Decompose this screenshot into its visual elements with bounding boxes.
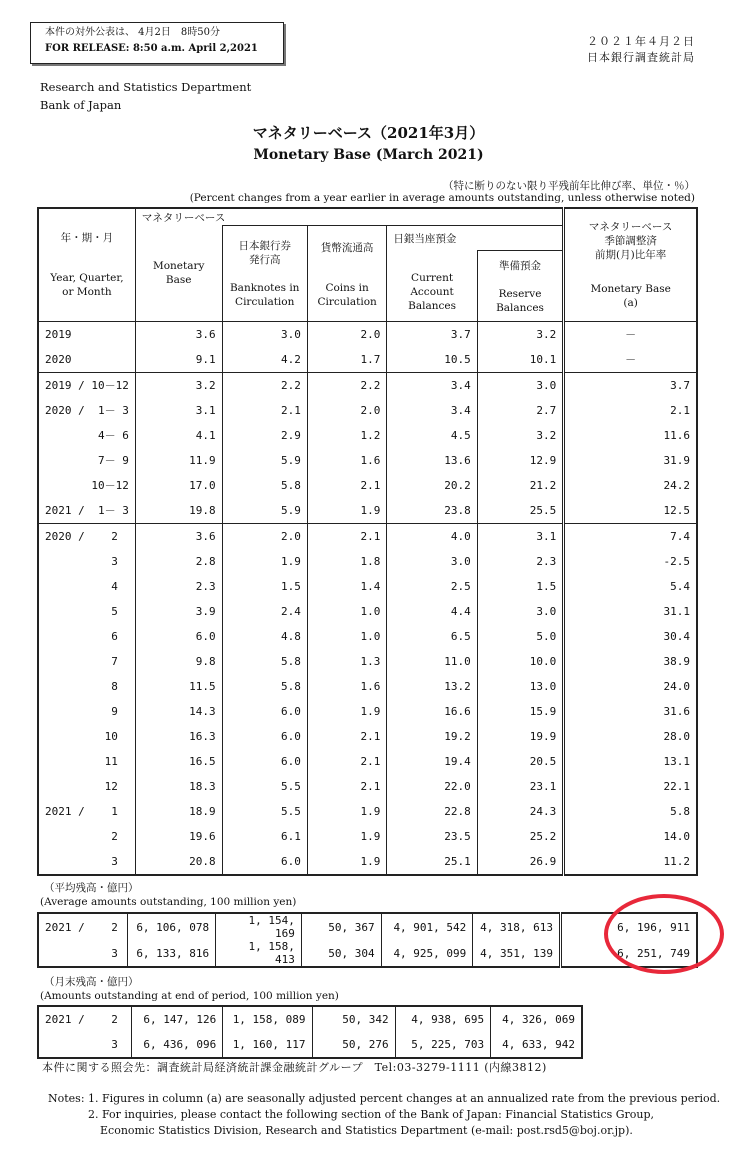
table-cell: 4.2 (222, 347, 307, 373)
table-cell: 1.4 (307, 574, 387, 599)
table-cell: 3.4 (387, 398, 477, 423)
table-cell: 6, 133, 816 (128, 940, 216, 967)
table-cell: 31.1 (564, 599, 697, 624)
table-cell: 19.9 (477, 724, 564, 749)
table-row (38, 498, 697, 524)
table-cell: 13.6 (387, 448, 477, 473)
period-header (38, 208, 135, 321)
coins-header-jp: 貨幣流通高 (320, 242, 374, 255)
table-row (38, 473, 697, 498)
table-cell: 5.8 (222, 649, 307, 674)
table-cell: 1, 160, 117 (223, 1032, 312, 1058)
table-cell: 6, 106, 078 (128, 913, 216, 940)
table-cell: 5.9 (222, 448, 307, 473)
table-cell: 3.9 (135, 599, 222, 624)
table-cell: 19.2 (387, 724, 477, 749)
table-cell: 31.6 (564, 699, 697, 724)
table-row (38, 749, 697, 774)
row-label: 3 (45, 854, 118, 868)
table-cell: 6.0 (222, 699, 307, 724)
row-label: 4 (45, 579, 118, 593)
table-cell: 50, 304 (301, 940, 381, 967)
table-row (38, 774, 697, 799)
table-cell: 13.2 (387, 674, 477, 699)
table-cell: 24.2 (564, 473, 697, 498)
table-cell: 20.8 (135, 849, 222, 875)
table-cell: 1, 158, 413 (216, 940, 302, 967)
avg-section-jp: （平均残高・億円） (44, 882, 139, 894)
coins-header (307, 226, 387, 322)
table-row (38, 649, 697, 674)
table-cell: 25.5 (477, 498, 564, 524)
end-section-en: (Amounts outstanding at end of period, 100 million yen) (40, 990, 339, 1002)
cab-header-en: Current Account Balances (387, 251, 477, 322)
table-row (38, 940, 697, 967)
month-rows (38, 523, 697, 875)
table-cell: 2.0 (222, 523, 307, 549)
table-cell: 2.7 (477, 398, 564, 423)
coins-header-en: Coins in Circulation (317, 282, 377, 309)
unit-note-jp: （特に断りのない限り平残前年比伸び率、単位・％） (443, 180, 695, 192)
table-cell: 4.8 (222, 624, 307, 649)
table-cell: 6.5 (387, 624, 477, 649)
row-label: 2021 / 2 (45, 1013, 118, 1026)
reserve-header-en: Reserve Balances (496, 287, 544, 314)
table-cell: 25.2 (477, 824, 564, 849)
table-cell: 2.4 (222, 599, 307, 624)
table-cell: 6, 251, 749 (561, 940, 697, 967)
highlight-circle (604, 894, 724, 974)
table-cell: -2.5 (564, 549, 697, 574)
table-cell: 5.5 (222, 774, 307, 799)
table-cell: 50, 342 (312, 1006, 395, 1032)
table-cell: 9.8 (135, 649, 222, 674)
table-cell: 3.1 (477, 523, 564, 549)
row-label: 9 (45, 704, 118, 718)
table-cell: 4.5 (387, 423, 477, 448)
table-cell: 3.6 (135, 321, 222, 347)
table-row (38, 624, 697, 649)
table-cell: 15.9 (477, 699, 564, 724)
table-cell: 3.0 (387, 549, 477, 574)
table-cell: 3.0 (222, 321, 307, 347)
table-cell: 2.1 (222, 398, 307, 423)
row-label: 4－ 6 (45, 429, 129, 442)
table-cell: 24.3 (477, 799, 564, 824)
table-cell: 14.0 (564, 824, 697, 849)
avg-section-en: (Average amounts outstanding, 100 million yen) (40, 896, 297, 908)
table-cell: 2.3 (477, 549, 564, 574)
table-row (38, 423, 697, 448)
table-cell: 4, 633, 942 (491, 1032, 582, 1058)
table-cell: 20.2 (387, 473, 477, 498)
table-row (38, 321, 697, 347)
note-1: 1. Figures in column (a) are seasonally adjusted percent changes at an annualized rate from the previous period. (88, 1092, 721, 1105)
table-row (38, 372, 697, 398)
table-row (38, 674, 697, 699)
table-cell: 1.7 (307, 347, 387, 373)
table-cell: 1, 154, 169 (216, 913, 302, 940)
banknotes-header (222, 226, 307, 322)
table-cell: 1.9 (307, 699, 387, 724)
table-cell: 1.6 (307, 448, 387, 473)
mb-group-header: マネタリーベース (135, 208, 563, 226)
row-label: 2020 / 1－ 3 (45, 404, 129, 417)
table-cell: 5.9 (222, 498, 307, 524)
row-label: 3 (45, 1038, 118, 1051)
table-cell: 2.5 (387, 574, 477, 599)
table-cell: 6, 436, 096 (131, 1032, 222, 1058)
table-cell: － (564, 321, 697, 347)
table-cell: 7.4 (564, 523, 697, 549)
mb-header: Monetary Base (135, 226, 222, 322)
header-row-1 (38, 208, 697, 226)
row-label: 12 (45, 779, 118, 793)
row-label: 5 (45, 604, 118, 618)
department (40, 78, 251, 114)
table-row (38, 699, 697, 724)
table-cell: 13.0 (477, 674, 564, 699)
table-cell: 4.4 (387, 599, 477, 624)
table-cell: 2.2 (222, 372, 307, 398)
sa-header-jp1: マネタリーベース (588, 220, 673, 233)
table-row (38, 849, 697, 875)
table-cell: 4, 351, 139 (473, 940, 561, 967)
table-cell: 18.9 (135, 799, 222, 824)
table-cell: 5.0 (477, 624, 564, 649)
table-cell: 3.1 (135, 398, 222, 423)
table-cell: 16.3 (135, 724, 222, 749)
row-label: 10 (45, 729, 118, 743)
table-cell: 4, 901, 542 (381, 913, 473, 940)
sa-header-en: Monetary Base (590, 282, 671, 295)
row-label: 2020 (45, 352, 72, 366)
table-row (38, 398, 697, 423)
cab-header-jp: 日銀当座預金 (387, 226, 564, 251)
table-cell: 24.0 (564, 674, 697, 699)
notes (48, 1091, 720, 1139)
table-cell: 3.4 (387, 372, 477, 398)
table-cell: 4, 938, 695 (395, 1006, 491, 1032)
row-label: 6 (45, 629, 118, 643)
table-cell: 1.8 (307, 549, 387, 574)
table-cell: 1.6 (307, 674, 387, 699)
table-cell: 1.5 (222, 574, 307, 599)
sa-header (564, 208, 697, 321)
table-row (38, 448, 697, 473)
table-cell: 11.9 (135, 448, 222, 473)
page-title-jp: マネタリーベース（2021年3月） (252, 124, 485, 142)
table-cell: 16.6 (387, 699, 477, 724)
table-cell: 25.1 (387, 849, 477, 875)
table-cell: 28.0 (564, 724, 697, 749)
table-cell: 16.5 (135, 749, 222, 774)
row-label: 2021 / 2 (45, 920, 118, 934)
page-title-en: Monetary Base (March 2021) (253, 147, 484, 163)
row-label: 8 (45, 679, 118, 693)
table-cell: 18.3 (135, 774, 222, 799)
table-cell: 1, 158, 089 (223, 1006, 312, 1032)
table-cell: 2.2 (307, 372, 387, 398)
issue-date: ２０２１年４月２日 (587, 35, 695, 48)
end-rows (38, 1006, 582, 1058)
period-header-jp: 年・期・月 (60, 231, 114, 244)
table-cell: 31.9 (564, 448, 697, 473)
table-cell: 1.9 (222, 549, 307, 574)
table-cell: 10.0 (477, 649, 564, 674)
row-label: 7 (45, 654, 118, 668)
table-cell: 3.0 (477, 372, 564, 398)
table-cell: 17.0 (135, 473, 222, 498)
row-label: 7－ 9 (45, 454, 129, 467)
table-cell: 2.0 (307, 398, 387, 423)
table-cell: 6, 196, 911 (561, 913, 697, 940)
table-cell: 4.1 (135, 423, 222, 448)
table-cell: 4, 326, 069 (491, 1006, 582, 1032)
table-cell: 3.7 (564, 372, 697, 398)
table-row (38, 1006, 582, 1032)
row-label: 3 (45, 554, 118, 568)
table-cell: 1.9 (307, 824, 387, 849)
table-cell: 21.2 (477, 473, 564, 498)
table-cell: 2.1 (307, 473, 387, 498)
table-cell: 4, 925, 099 (381, 940, 473, 967)
table-cell: 1.9 (307, 498, 387, 524)
period-header-en: Year, Quarter, or Month (50, 271, 124, 298)
table-cell: 22.1 (564, 774, 697, 799)
table-cell: 9.1 (135, 347, 222, 373)
annual-rows (38, 321, 697, 372)
table-cell: 19.4 (387, 749, 477, 774)
table-cell: 1.0 (307, 624, 387, 649)
table-cell: 3.7 (387, 321, 477, 347)
table-cell: 1.9 (307, 849, 387, 875)
table-cell: 5.8 (222, 674, 307, 699)
table-cell: 6.0 (135, 624, 222, 649)
table-cell: 1.3 (307, 649, 387, 674)
table-cell: 12.5 (564, 498, 697, 524)
table-cell: 2.1 (564, 398, 697, 423)
row-label: 2021 / 1－ 3 (45, 504, 129, 517)
table-cell: 12.9 (477, 448, 564, 473)
table-cell: 6.0 (222, 849, 307, 875)
table-cell: 19.8 (135, 498, 222, 524)
table-cell: 2.1 (307, 749, 387, 774)
table-cell: 20.5 (477, 749, 564, 774)
table-cell: 2.0 (307, 321, 387, 347)
issuer: 日本銀行調査統計局 (587, 51, 695, 64)
table-cell: 6.1 (222, 824, 307, 849)
table-cell: 5.5 (222, 799, 307, 824)
issue-header (587, 34, 695, 66)
table-cell: 50, 367 (301, 913, 381, 940)
table-cell: 5.8 (222, 473, 307, 498)
table-cell: 22.8 (387, 799, 477, 824)
row-label: 11 (45, 754, 118, 768)
table-row (38, 574, 697, 599)
table-cell: 3.2 (477, 321, 564, 347)
row-label: 2019 / 10－12 (38, 372, 135, 398)
contact-info: 本件に関する照会先：調査統計局経済統計課金融統計グループ Tel:03-3279-1111 (内線3812) (42, 1061, 547, 1074)
table-cell: 1.9 (307, 799, 387, 824)
table-cell: 13.1 (564, 749, 697, 774)
row-label: 2021 / 1 (45, 804, 118, 818)
reserve-header (477, 251, 564, 322)
reserve-header-jp: 準備預金 (499, 259, 541, 272)
table-row (38, 599, 697, 624)
bank-name: Bank of Japan (40, 98, 122, 112)
table-cell: 2.1 (307, 523, 387, 549)
table-cell: 6.0 (222, 749, 307, 774)
row-label: 2 (45, 829, 118, 843)
table-cell: 1.2 (307, 423, 387, 448)
table-row (38, 799, 697, 824)
table-cell: 14.3 (135, 699, 222, 724)
quarter-rows (38, 372, 697, 523)
table-cell: 23.1 (477, 774, 564, 799)
table-cell: 30.4 (564, 624, 697, 649)
table-cell: 23.8 (387, 498, 477, 524)
end-section-jp: （月末残高・億円） (44, 976, 139, 988)
table-cell: 2.1 (307, 774, 387, 799)
table-row (38, 913, 697, 940)
table-row (38, 347, 697, 373)
table-cell: 3.6 (135, 523, 222, 549)
sa-header-jp2: 季節調整済 (604, 234, 657, 247)
end-table (37, 1005, 583, 1059)
table-cell: 3.2 (135, 372, 222, 398)
table-cell: 2.3 (135, 574, 222, 599)
table-cell: 6.0 (222, 724, 307, 749)
avg-rows (38, 913, 697, 967)
table-row (38, 824, 697, 849)
table-row (38, 1032, 582, 1058)
table-row (38, 549, 697, 574)
table-cell: 4.0 (387, 523, 477, 549)
avg-table (37, 912, 698, 968)
table-cell: 4, 318, 613 (473, 913, 561, 940)
table-cell: 5, 225, 703 (395, 1032, 491, 1058)
row-label: 10－12 (45, 479, 129, 492)
table-cell: 2.8 (135, 549, 222, 574)
table-row (38, 523, 697, 549)
table-cell: 11.2 (564, 849, 697, 875)
table-cell: 3.2 (477, 423, 564, 448)
monetary-base-table (37, 207, 698, 876)
banknotes-header-jp: 日本銀行券発行高 (238, 240, 291, 267)
table-cell: 19.6 (135, 824, 222, 849)
table-cell: 10.1 (477, 347, 564, 373)
banknotes-header-en: Banknotes in Circulation (229, 282, 300, 309)
note-2-cont: Economic Statistics Division, Research and Statistics Department (e-mail: post.rsd5@boj.or.jp). (100, 1124, 633, 1137)
sa-header-col-a: (a) (623, 296, 638, 309)
note-2: 2. For inquiries, please contact the following section of the Bank of Japan: Financial Statistics Group, (88, 1108, 655, 1121)
row-label: 2019 (45, 327, 72, 341)
table-cell: 3.0 (477, 599, 564, 624)
table-cell: 11.6 (564, 423, 697, 448)
table-cell: 26.9 (477, 849, 564, 875)
table-cell: 23.5 (387, 824, 477, 849)
release-jp: 本件の対外公表は、 4月2日 8時50分 (45, 27, 220, 38)
table-cell: 2.1 (307, 724, 387, 749)
sa-header-jp3: 前期(月)比年率 (595, 248, 667, 261)
release-en: FOR RELEASE: 8:50 a.m. April 2,2021 (45, 43, 258, 54)
table-cell: 22.0 (387, 774, 477, 799)
row-label: 2020 / 2 (38, 523, 135, 549)
table-row (38, 724, 697, 749)
table-cell: － (564, 347, 697, 373)
table-cell: 38.9 (564, 649, 697, 674)
table-cell: 1.5 (477, 574, 564, 599)
unit-note-en: (Percent changes from a year earlier in average amounts outstanding, unless otherwise noted) (189, 192, 695, 204)
table-cell: 6, 147, 126 (131, 1006, 222, 1032)
table-cell: 11.5 (135, 674, 222, 699)
table-cell: 5.4 (564, 574, 697, 599)
release-box (30, 22, 284, 64)
table-cell: 50, 276 (312, 1032, 395, 1058)
table-cell: 1.0 (307, 599, 387, 624)
table-cell: 11.0 (387, 649, 477, 674)
notes-label: Notes: (48, 1092, 85, 1105)
table-cell: 2.9 (222, 423, 307, 448)
row-label: 3 (45, 946, 118, 960)
dept-name: Research and Statistics Department (40, 80, 252, 94)
table-cell: 5.8 (564, 799, 697, 824)
table-cell: 10.5 (387, 347, 477, 373)
